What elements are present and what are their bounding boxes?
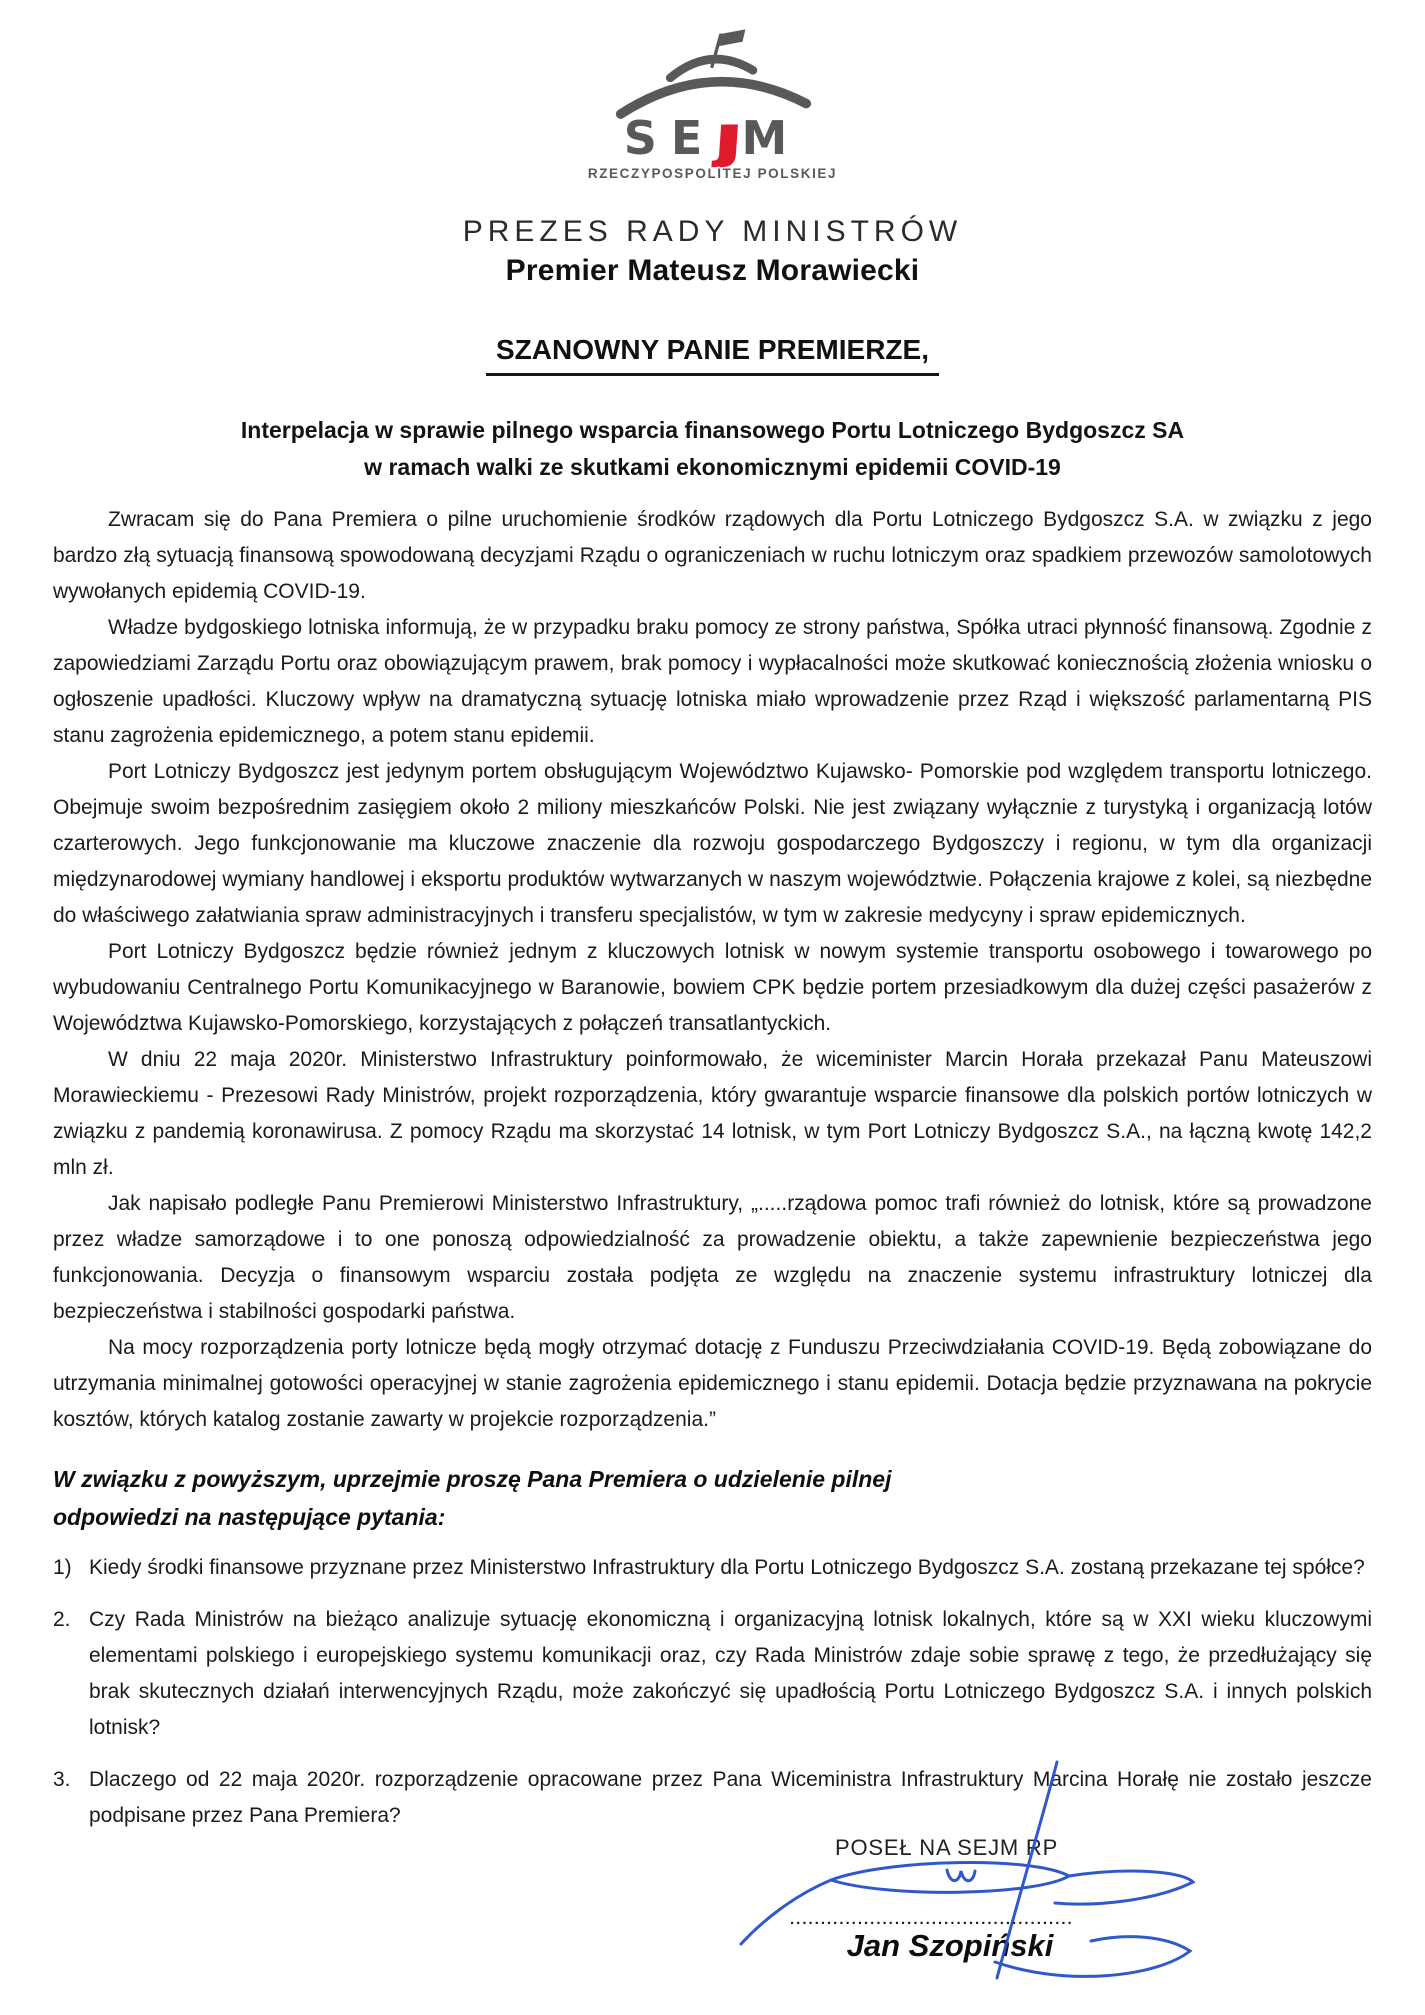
document-title-line1: Interpelacja w sprawie pilnego wsparcia finansowego Portu Lotniczego Bydgoszcz SA [240, 417, 1185, 444]
question-item [53, 1550, 1372, 1586]
sejm-letters-jj: JJ [714, 115, 735, 169]
question-item [53, 1762, 1372, 1834]
question-marker: 3. [53, 1768, 71, 1792]
questions-list [53, 1550, 1372, 1834]
paragraph: W dniu 22 maja 2020r. Ministerstwo Infrastruktury poinformowało, że wiceminister Marcin Horała przekazał Panu Mateuszowi Morawieckiemu - Prezesowi Rady Ministrów, projekt rozporządzenia, który gwarantuje wsparcie finansowe dla polskich portów lotniczych w związku z pandemią koronawirusa. Z pomocy Rządu ma skorzystać 14 lotnisk, w tym Port Lotniczy Bydgoszcz S.A., na łączną kwotę 142,2 mln zł. [53, 1048, 1372, 1180]
signer-role: POSEŁ NA SEJM RP [835, 1835, 1059, 1860]
paragraph: Zwracam się do Pana Premiera o pilne uruchomienie środków rządowych dla Portu Lotniczego Bydgoszcz S.A. w związku z jego bardzo złą sytuacją finansową spowodowaną decyzjami Rządu o ograniczeniach w ruchu lotniczym oraz spadkiem przewozów samolotowych wywołanych epidemią COVID-19. [53, 508, 1372, 604]
sejm-letter-m: M [741, 111, 802, 165]
signer-name: Jan Szopiński [846, 1928, 1054, 1963]
sejm-dome-icon [613, 28, 813, 124]
paragraph: Na mocy rozporządzenia porty lotnicze będą mogły otrzymać dotację z Funduszu Przeciwdziałania COVID-19. Będą zobowiązane do utrzymania minimalnej gotowości operacyjnej w stanie zagrożenia epidemicznego i stanu epidemii. Dotacja będzie przyznawana na pokrycie kosztów, których katalog zostanie zawarty w projekcie rozporządzenia.” [53, 1336, 1372, 1432]
closing-heading: W związku z powyższym, uprzejmie proszę Pana Premiera o udzielenie pilnej odpowiedzi na następujące pytania: [53, 1466, 892, 1531]
salutation-line [53, 334, 1372, 376]
office-title: PREZES RADY MINISTRÓW [462, 215, 963, 249]
paragraph: Port Lotniczy Bydgoszcz będzie również jednym z kluczowych lotnisk w nowym systemie transportu osobowego i towarowego po wybudowaniu Centralnego Portu Komunikacyjnego w Baranowie, bowiem CPK będzie portem przesiadkowym dla dużej części pasażerów z Województwa Kujawsko-Pomorskiego, korzystających z połączeń transatlantyckich. [53, 940, 1372, 1036]
logo-subtitle: RZECZYPOSPOLITEJ POLSKIEJ [587, 166, 838, 182]
question-marker: 2. [53, 1608, 71, 1632]
body-text [53, 502, 1372, 1438]
paragraph: Jak napisało podległe Panu Premierowi Ministerstwo Infrastruktury, „.....rządowa pomoc trafi również do lotnisk, które są prowadzone przez władze samorządowe i to one ponoszą odpowiedzialność za prowadzenie obiektu, a także zapewnienie bezpieczeństwa jego funkcjonowania. Decyzja o finansowym wsparciu została podjęta ze względu na znaczenie systemu infrastruktury lotniczej dla bezpieczeństwa i stabilności gospodarki państwa. [53, 1192, 1372, 1324]
salutation-text: SZANOWNY PANIE PREMIERZE, [486, 334, 939, 376]
paragraph: Port Lotniczy Bydgoszcz jest jedynym portem obsługującym Województwo Kujawsko- Pomorskie pod względem transportu lotniczego. Obejmuje swoim bezpośrednim zasięgiem około 2 miliony mieszkańców Polski. Nie jest związany wyłącznie z turystyką i organizacją lotów czarterowych. Jego funkcjonowanie ma kluczowe znaczenie dla rozwoju gospodarczego Bydgoszczy i regionu, w tym dla organizacji międzynarodowej wymiany handlowej i eksportu produktów wytwarzanych w naszym województwie. Połączenia krajowe z kolei, są niezbędne do właściwego załatwiania spraw administracyjnych i transferu specjalistów, w tym w zakresie medycyny i spraw epidemicznych. [53, 760, 1372, 928]
question-text: Kiedy środki finansowe przyznane przez Ministerstwo Infrastruktury dla Portu Lotniczego Bydgoszcz S.A. zostaną przekazane tej spółce? [89, 1556, 1365, 1580]
signature-block [790, 1835, 1110, 1964]
paragraph: Władze bydgoskiego lotniska informują, że w przypadku braku pomocy ze strony państwa, Spółka utraci płynność finansową. Zgodnie z zapowiedziami Zarządu Portu oraz obowiązującym prawem, brak pomocy i wypłacalności może skutkować koniecznością złożenia wniosku o ogłoszenie upadłości. Kluczowy wpływ na dramatyczną sytuację lotniska miało wprowadzenie przez Rząd i większość parlamentarną PIS stanu zagrożenia epidemicznego, a potem stanu epidemii. [53, 616, 1372, 748]
sejm-wordmark [53, 111, 1372, 169]
document-title-line2: w ramach walki ze skutkami ekonomicznymi epidemii COVID-19 [364, 454, 1061, 481]
question-text: Dlaczego od 22 maja 2020r. rozporządzenie opracowane przez Pana Wiceministra Infrastruktury Marcina Horałę nie zostało jeszcze podpisane przez Pana Premiera? [89, 1768, 1372, 1828]
signature-dotted-line: .............................................. [790, 1911, 1074, 1928]
question-text: Czy Rada Ministrów na bieżąco analizuje sytuację ekonomiczną i organizacyjną lotnisk lokalnych, które są w XXI wieku kluczowymi elementami polskiego i europejskiego systemu komunikacji oraz, czy Rada Ministrów zdaje sobie sprawę z tego, że przedłużający się brak skutecznych działań interwencyjnych Rządu, może zakończyć się upadłością Portu Lotniczego Bydgoszcz S.A. i innych polskich lotnisk? [89, 1608, 1372, 1740]
addressee-name: Premier Mateusz Morawiecki [505, 254, 920, 288]
sejm-logo [53, 28, 1372, 181]
question-item [53, 1602, 1372, 1746]
question-marker: 1) [53, 1556, 72, 1580]
document-title [53, 412, 1372, 486]
sejm-letter-e: E [670, 111, 717, 165]
sejm-letter-s: S [623, 111, 671, 165]
